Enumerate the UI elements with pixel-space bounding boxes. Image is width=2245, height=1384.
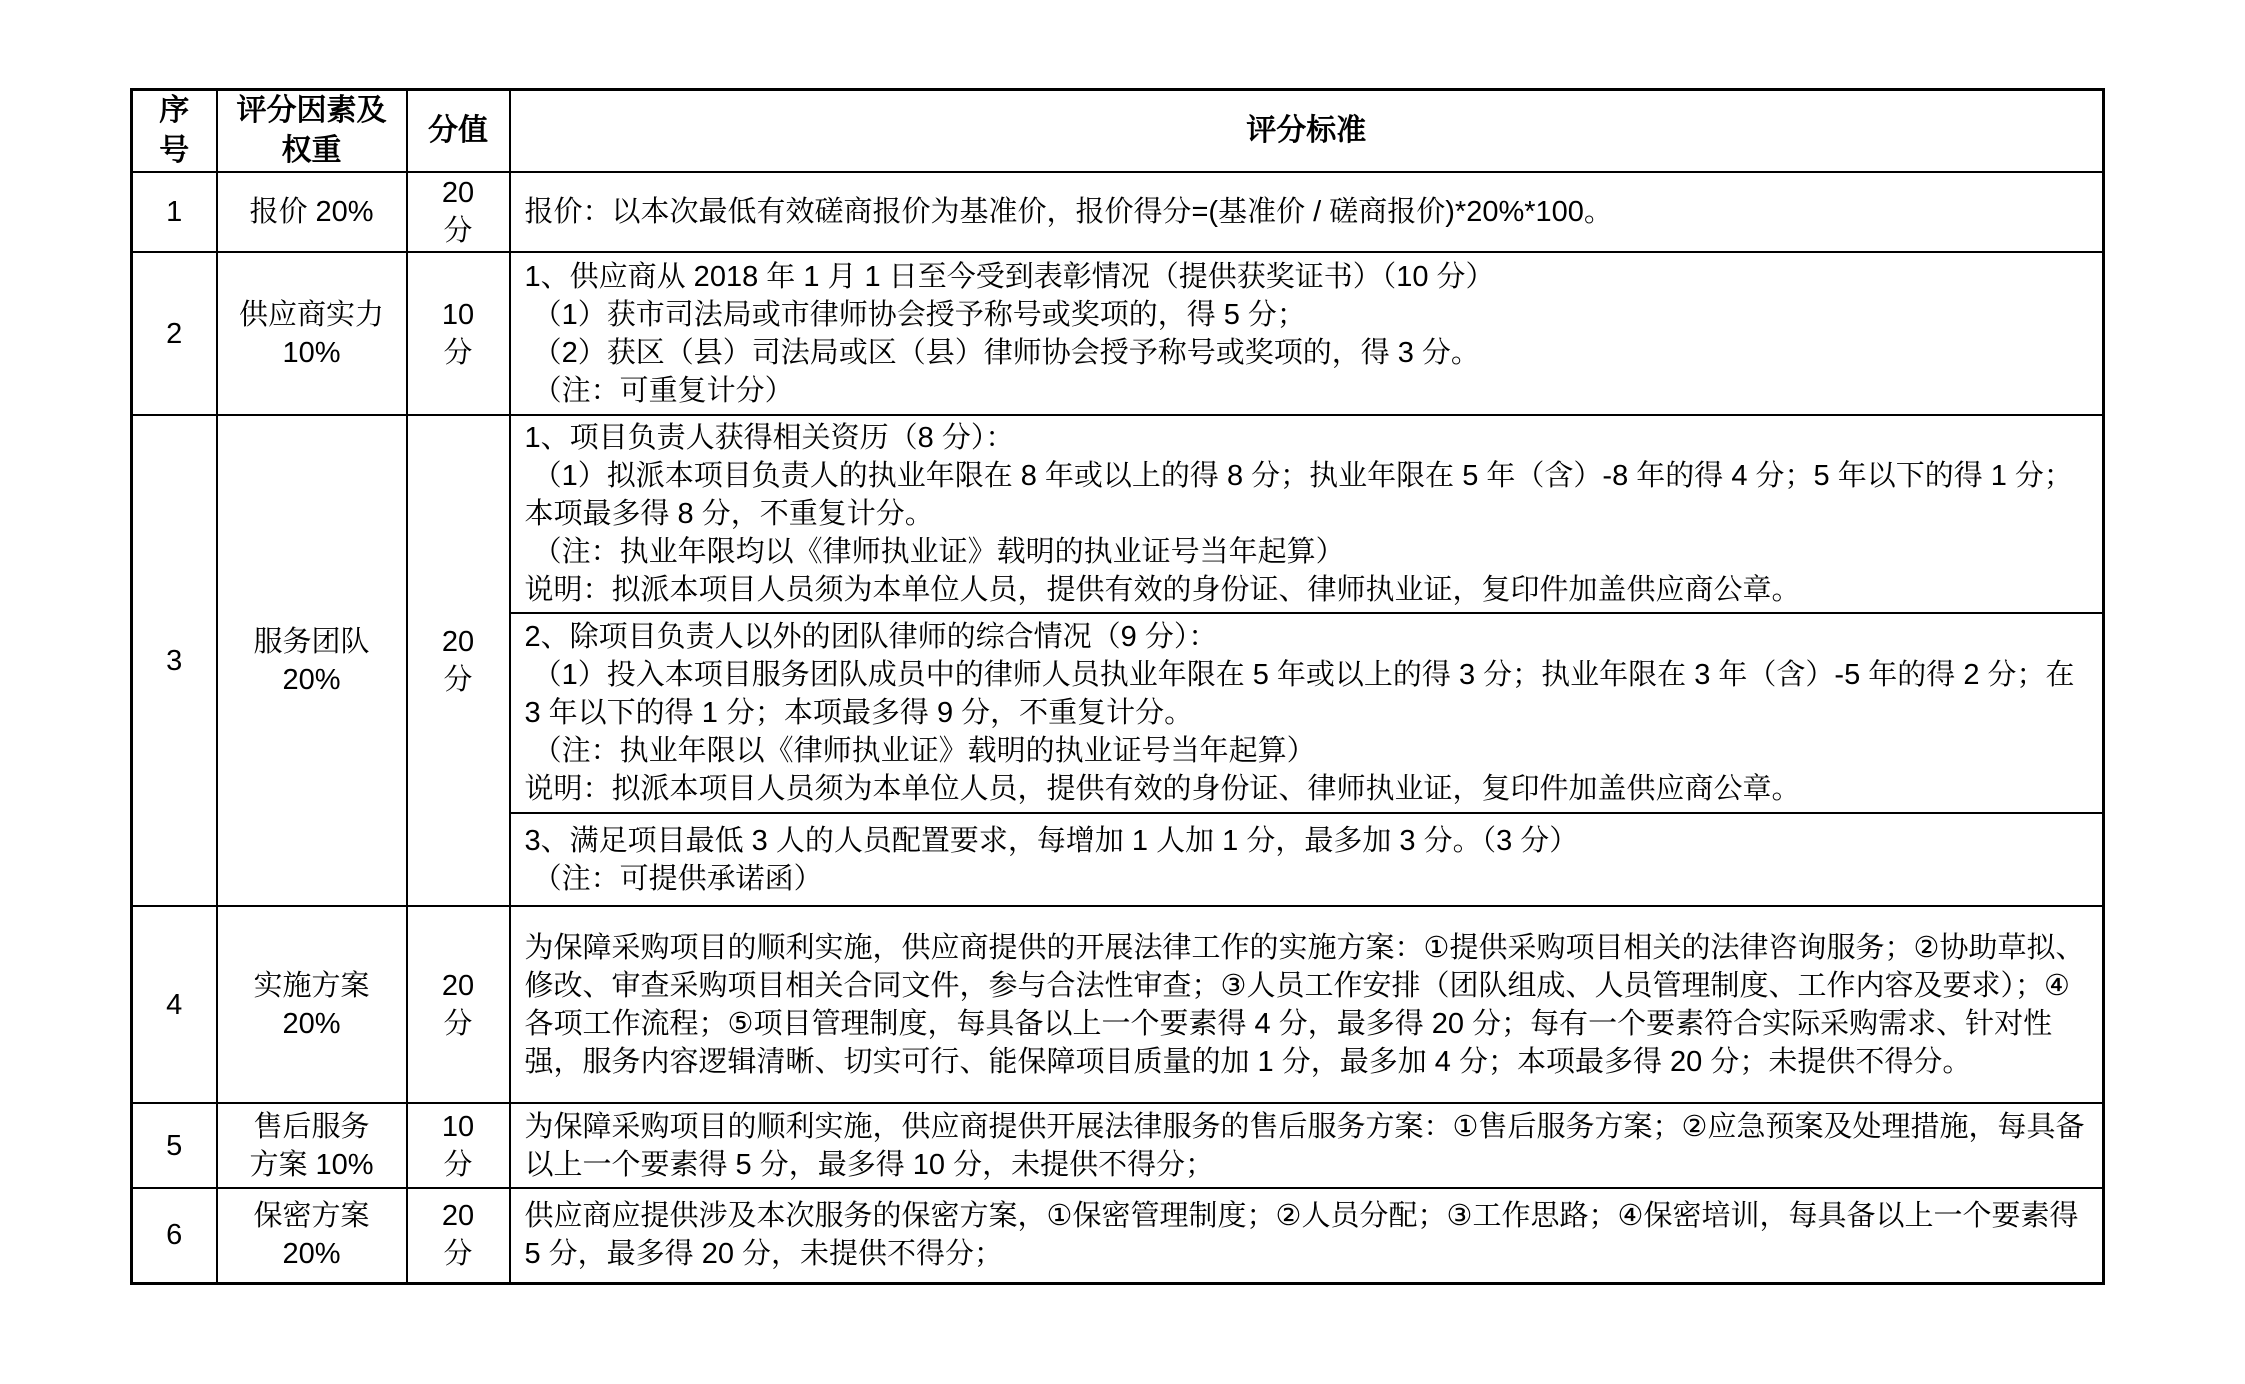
row1-criteria	[510, 172, 2104, 252]
header-seq	[132, 90, 217, 173]
row3-criteria-cell-2	[510, 613, 2104, 813]
row1-factor-line: 报价 20%	[249, 196, 374, 228]
row1-seq: 1	[132, 172, 217, 252]
table-row	[132, 1103, 2104, 1188]
criteria-paragraph: （1）获市司法局或市律师协会授予称号或奖项的，得 5 分；	[524, 298, 1306, 331]
row5-score-line1: 10	[441, 1110, 475, 1143]
criteria-paragraph: 说明：拟派本项目人员须为本单位人员，提供有效的身份证、律师执业证，复印件加盖供应商公章。	[524, 773, 1801, 805]
criteria-paragraph: （注：执业年限均以《律师执业证》载明的执业证号当年起算）	[524, 536, 1345, 568]
row3-score	[407, 415, 510, 906]
row6-factor-line1: 保密方案	[253, 1200, 370, 1233]
row1-score-line2: 分	[443, 215, 473, 247]
row6-seq: 6	[132, 1188, 217, 1283]
row2-score-line1: 10	[441, 298, 475, 331]
row2-factor-line2: 10%	[282, 336, 341, 369]
scoring-criteria-table	[130, 88, 2105, 1285]
criteria-paragraph: （1）拟派本项目负责人的执业年限在 8 年或以上的得 8 分；执业年限在 5 年（含）-8 年的得 4 分；5 年以下的得 1 分；本项最多得 8 分，不重复计分。	[524, 460, 2073, 530]
row6-score	[407, 1188, 510, 1283]
row4-score	[407, 906, 510, 1103]
header-factor-line1: 评分因素及	[236, 94, 387, 127]
row1-score	[407, 172, 510, 252]
row4-score-line1: 20	[441, 969, 475, 1002]
header-factor	[217, 90, 407, 173]
row1-factor	[217, 172, 407, 252]
criteria-paragraph: （注：可提供承诺函）	[524, 862, 823, 895]
row3-factor-line1: 服务团队	[253, 625, 370, 658]
table-header-row	[132, 90, 2104, 173]
row2-factor	[217, 252, 407, 415]
row4-criteria	[510, 906, 2104, 1103]
row2-seq: 2	[132, 252, 217, 415]
criteria-paragraph: 为保障采购项目的顺利实施，供应商提供的开展法律工作的实施方案：①提供采购项目相关的法律咨询服务；②协助草拟、修改、审查采购项目相关合同文件，参与合法性审查；③人员工作安排（团队组成、人员管理制度、工作内容及要求）；④各项工作流程；⑤项目管理制度，每具备以上一个要素得 4 分，最多得 20 分；每有一个要素符合实际采购需求、针对性强，服务内容逻辑清晰、切实可行、能保障项目质量的加 1 分，最多加 4 分；本项最多得 20 分；未提供不得分。	[524, 931, 2085, 1078]
table-row	[132, 906, 2104, 1103]
row5-factor-line1: 售后服务	[253, 1110, 370, 1143]
row4-score-line2: 分	[443, 1007, 473, 1040]
row6-criteria	[510, 1188, 2104, 1283]
row4-seq: 4	[132, 906, 217, 1103]
row2-score-line2: 分	[443, 336, 473, 369]
criteria-paragraph: 1、供应商从 2018 年 1 月 1 日至今受到表彰情况（提供获奖证书）（10 分）	[524, 260, 1495, 293]
criteria-paragraph: 供应商应提供涉及本次服务的保密方案，①保密管理制度；②人员分配；③工作思路；④保密培训，每具备以上一个要素得 5 分，最多得 20 分，未提供不得分；	[524, 1200, 2087, 1271]
row3-factor-line2: 20%	[282, 663, 341, 696]
header-factor-line2: 权重	[281, 134, 342, 167]
header-criteria: 评分标准	[510, 90, 2104, 173]
row3-score-line1: 20	[441, 625, 475, 658]
row6-score-line2: 分	[443, 1238, 473, 1271]
criteria-paragraph: 2、除项目负责人以外的团队律师的综合情况（9 分）：	[524, 621, 1218, 653]
row4-factor-line2: 20%	[282, 1007, 341, 1040]
row4-factor	[217, 906, 407, 1103]
criteria-paragraph: 说明：拟派本项目人员须为本单位人员，提供有效的身份证、律师执业证，复印件加盖供应商公章。	[524, 574, 1801, 606]
criteria-paragraph: 1、项目负责人获得相关资历（8 分）：	[524, 422, 1015, 454]
criteria-paragraph: 报价：以本次最低有效磋商报价为基准价，报价得分=(基准价 / 磋商报价)*20%*100。	[524, 196, 1613, 228]
row5-criteria	[510, 1103, 2104, 1188]
row4-factor-line1: 实施方案	[253, 969, 370, 1002]
row2-score	[407, 252, 510, 415]
row5-factor-line2: 方案 10%	[249, 1148, 374, 1181]
table-row	[132, 172, 2104, 252]
row5-score	[407, 1103, 510, 1188]
row3-criteria-cell-3	[510, 813, 2104, 906]
row2-criteria	[510, 252, 2104, 415]
criteria-paragraph: 3、满足项目最低 3 人的人员配置要求，每增加 1 人加 1 分，最多加 3 分。（3 分）	[524, 824, 1579, 857]
row6-factor-line2: 20%	[282, 1238, 341, 1271]
criteria-paragraph: （注：执业年限以《律师执业证》载明的执业证号当年起算）	[524, 735, 1316, 767]
header-seq-line2: 号	[159, 134, 190, 167]
row3-seq: 3	[132, 415, 217, 906]
table-row	[132, 252, 2104, 415]
row3-factor	[217, 415, 407, 906]
table-row	[132, 1188, 2104, 1283]
table-row	[132, 415, 2104, 613]
row5-factor	[217, 1103, 407, 1188]
row3-score-line2: 分	[443, 663, 473, 696]
row5-seq: 5	[132, 1103, 217, 1188]
criteria-paragraph: 为保障采购项目的顺利实施，供应商提供开展法律服务的售后服务方案：①售后服务方案；②应急预案及处理措施，每具备以上一个要素得 5 分，最多得 10 分，未提供不得分；	[524, 1110, 2085, 1181]
header-score: 分值	[407, 90, 510, 173]
row1-score-line1: 20	[441, 177, 475, 209]
criteria-paragraph: （2）获区（县）司法局或区（县）律师协会授予称号或奖项的，得 3 分。	[524, 336, 1480, 369]
row3-criteria-cell-1	[510, 415, 2104, 613]
header-seq-line1: 序	[159, 94, 190, 127]
criteria-paragraph: （注：可重复计分）	[524, 374, 794, 407]
row6-score-line1: 20	[441, 1200, 475, 1233]
criteria-paragraph: （1）投入本项目服务团队成员中的律师人员执业年限在 5 年或以上的得 3 分；执业年限在 3 年（含）-5 年的得 2 分；在 3 年以下的得 1 分；本项最多得 9 分，不重复计分。	[524, 659, 2083, 729]
row2-factor-line1: 供应商实力	[238, 298, 384, 331]
row5-score-line2: 分	[443, 1148, 473, 1181]
row6-factor	[217, 1188, 407, 1283]
